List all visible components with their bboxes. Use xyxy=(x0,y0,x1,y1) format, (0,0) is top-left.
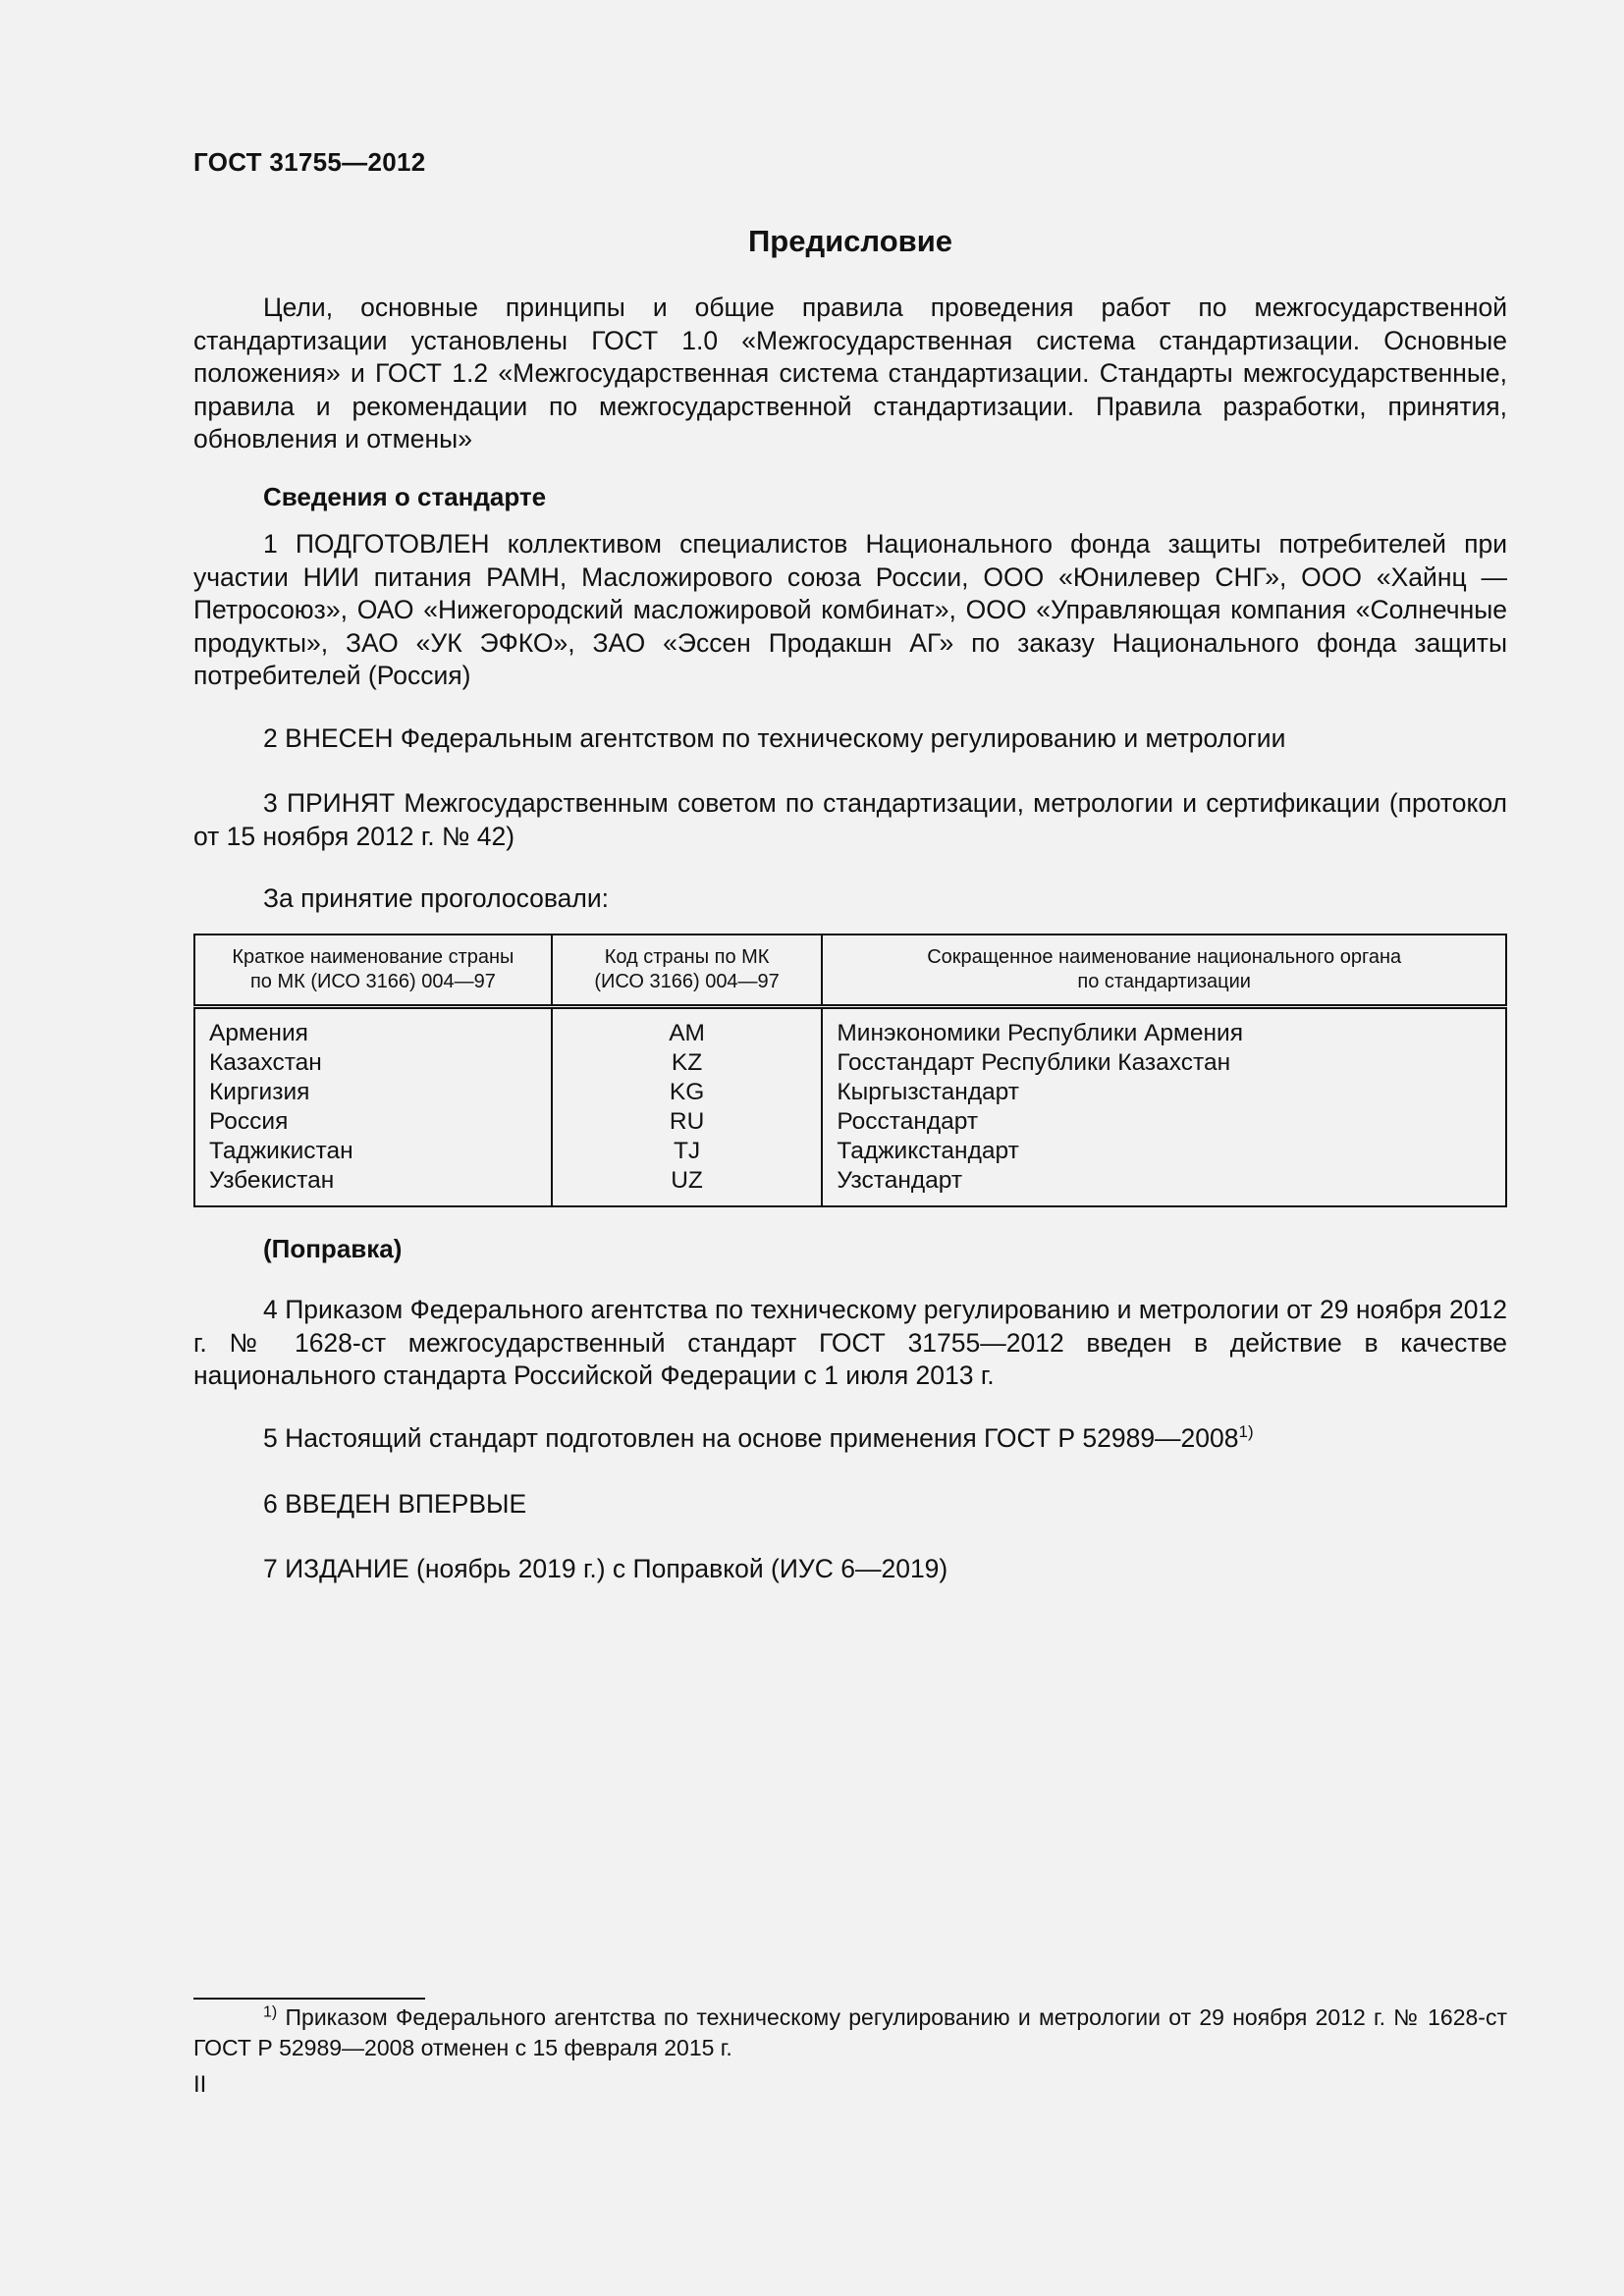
amendment-heading: (Поправка) xyxy=(263,1234,403,1263)
footnote-divider xyxy=(193,1998,425,2000)
table-row xyxy=(194,1007,1506,1207)
country-cell: Узбекистан xyxy=(209,1167,335,1194)
country-cell: Казахстан xyxy=(209,1049,322,1076)
intro-paragraph: Цели, основные принципы и общие правила проведения работ по межгосударственной стандартизации установлены ГОСТ 1.0 «Межгосударственная система стандартизации. Основные положения» и ГОСТ 1.2 «Межгосударственная система стандартизации. Стандарты межгосударственные, правила и рекомендации по межгосударственной стандартизации. Правила разработки, принятия, обновления и отмены» xyxy=(193,293,1507,454)
country-cell: Россия xyxy=(209,1108,289,1135)
voted-label: За принятие проголосовали: xyxy=(263,883,610,913)
country-cell: Армения xyxy=(209,1020,308,1046)
item-7-paragraph: 7 ИЗДАНИЕ (ноябрь 2019 г.) с Поправкой (ИУС 6—2019) xyxy=(263,1554,948,1583)
body-cell: Узстандарт xyxy=(837,1167,963,1194)
header-standards-body: Сокращенное наименование национального органа по стандартизации xyxy=(822,934,1506,1007)
table-header-row xyxy=(194,934,1506,1007)
document-code: ГОСТ 31755—2012 xyxy=(193,147,426,177)
country-cell: Таджикистан xyxy=(209,1138,353,1164)
item-3-paragraph: 3 ПРИНЯТ Межгосударственным советом по стандартизации, метрологии и сертификации (протокол от 15 ноября 2012 г. № 42) xyxy=(193,788,1507,851)
code-cell: UZ xyxy=(671,1167,703,1194)
footnote-marker: 1) xyxy=(263,2003,278,2021)
footnote-reference: 1) xyxy=(1238,1422,1254,1442)
item-5-paragraph: 5 Настоящий стандарт подготовлен на основе применения ГОСТ Р 52989—2008$^{1)}$ xyxy=(263,1422,1254,1453)
code-cell: TJ xyxy=(673,1138,701,1164)
code-cell: KG xyxy=(669,1079,705,1105)
info-heading: Сведения о стандарте xyxy=(263,482,547,511)
header-country-name: Краткое наименование страны по МК (ИСО 3166) 004—97 xyxy=(194,934,552,1007)
item-1-paragraph: 1 ПОДГОТОВЛЕН коллективом специалистов Национального фонда защиты потребителей при участии НИИ питания РАМН, Масложирового союза России, ООО «Юнилевер СНГ», ООО «Хайнц — Петросоюз», ОАО «Нижегородский масложировой комбинат», ООО «Управляющая компания «Солнечные продукты», ЗАО «УК ЭФКО», ЗАО «Эссен Продакшн АГ» по заказу Национального фонда защиты потребителей (Россия) xyxy=(193,529,1507,691)
body-cell: Росстандарт xyxy=(837,1108,979,1135)
footnote: $^{1)}$ Приказом Федерального агентства по техническому регулированию и метрологии от 29 ноября 2012 г. № 1628-ст ГОСТ Р 52989—2008 отменен с 15 февраля 2015 г. xyxy=(193,2003,1507,2060)
item-2-paragraph: 2 ВНЕСЕН Федеральным агентством по техническому регулированию и метрологии xyxy=(263,723,1286,753)
body-cell: Таджикстандарт xyxy=(837,1138,1019,1164)
page-number: II xyxy=(193,2071,207,2098)
item-4-paragraph: 4 Приказом Федерального агентства по техническому регулированию и метрологии от 29 ноября 2012 г. № 1628-ст межгосударственный стандарт ГОСТ 31755—2012 введен в действие в качестве национального стандарта Российской Федерации с 1 июля 2013 г. xyxy=(193,1295,1507,1391)
voting-table xyxy=(193,934,1507,1207)
item-6-paragraph: 6 ВВЕДЕН ВПЕРВЫЕ xyxy=(263,1489,527,1519)
code-cell: AM xyxy=(669,1020,705,1046)
body-cell: Минэкономики Республики Армения xyxy=(837,1020,1243,1046)
country-cell: Киргизия xyxy=(209,1079,310,1105)
page-title: Предисловие xyxy=(747,224,952,258)
code-cell: RU xyxy=(669,1108,705,1135)
header-country-code: Код страны по МК (ИСО 3166) 004—97 xyxy=(552,934,823,1007)
body-cell: Кыргызстандарт xyxy=(837,1079,1019,1105)
body-cell: Госстандарт Республики Казахстан xyxy=(837,1049,1231,1076)
code-cell: KZ xyxy=(671,1049,703,1076)
body-column xyxy=(822,1007,1506,1207)
country-column xyxy=(194,1007,552,1207)
code-column xyxy=(552,1007,823,1207)
